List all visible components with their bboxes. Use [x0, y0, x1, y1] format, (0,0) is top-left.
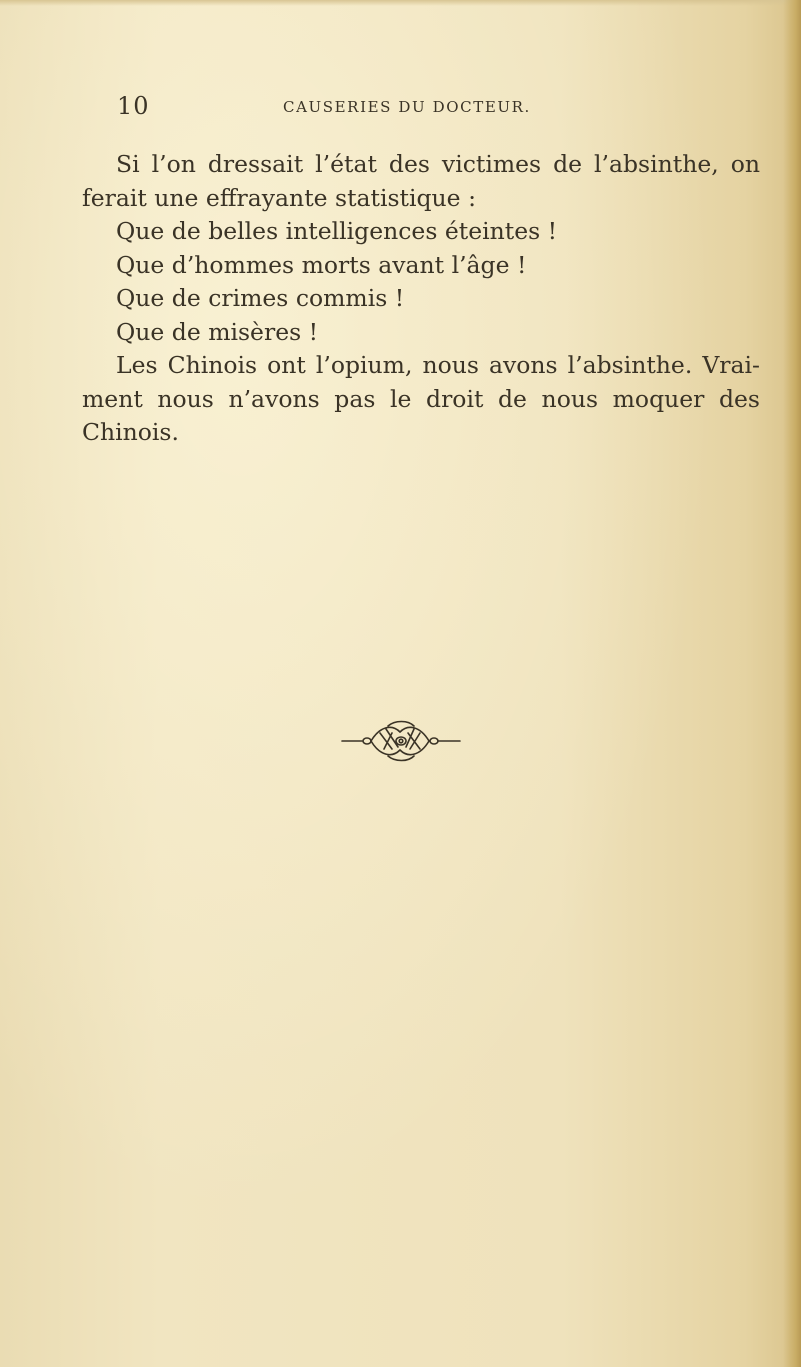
text-line: Les Chinois ont l’opium, nous avons l’absinthe. Vrai-: [116, 351, 760, 379]
text-line: Si l’on dressait l’état des victimes de l’absinthe, on: [116, 150, 760, 178]
fleuron-tailpiece-icon: [340, 720, 462, 762]
page-number: 10: [117, 92, 150, 120]
text-line: ferait une effrayante statistique :: [82, 183, 476, 212]
page-header: [117, 92, 757, 122]
text-line: Que de crimes commis !: [116, 284, 405, 312]
text-line: Que de misères !: [116, 317, 319, 346]
text-line: ment nous n’avons pas le droit de nous moquer des: [82, 384, 760, 413]
text-line: Que de belles intelligences éteintes !: [116, 217, 558, 245]
body-text: [82, 148, 760, 450]
text-line: Que d’hommes morts avant l’âge !: [116, 250, 527, 279]
text-line: Chinois.: [82, 418, 179, 446]
running-title: CAUSERIES DU DOCTEUR.: [283, 98, 531, 116]
page-binding-edge: [783, 0, 801, 1367]
page-top-edge: [0, 0, 801, 6]
